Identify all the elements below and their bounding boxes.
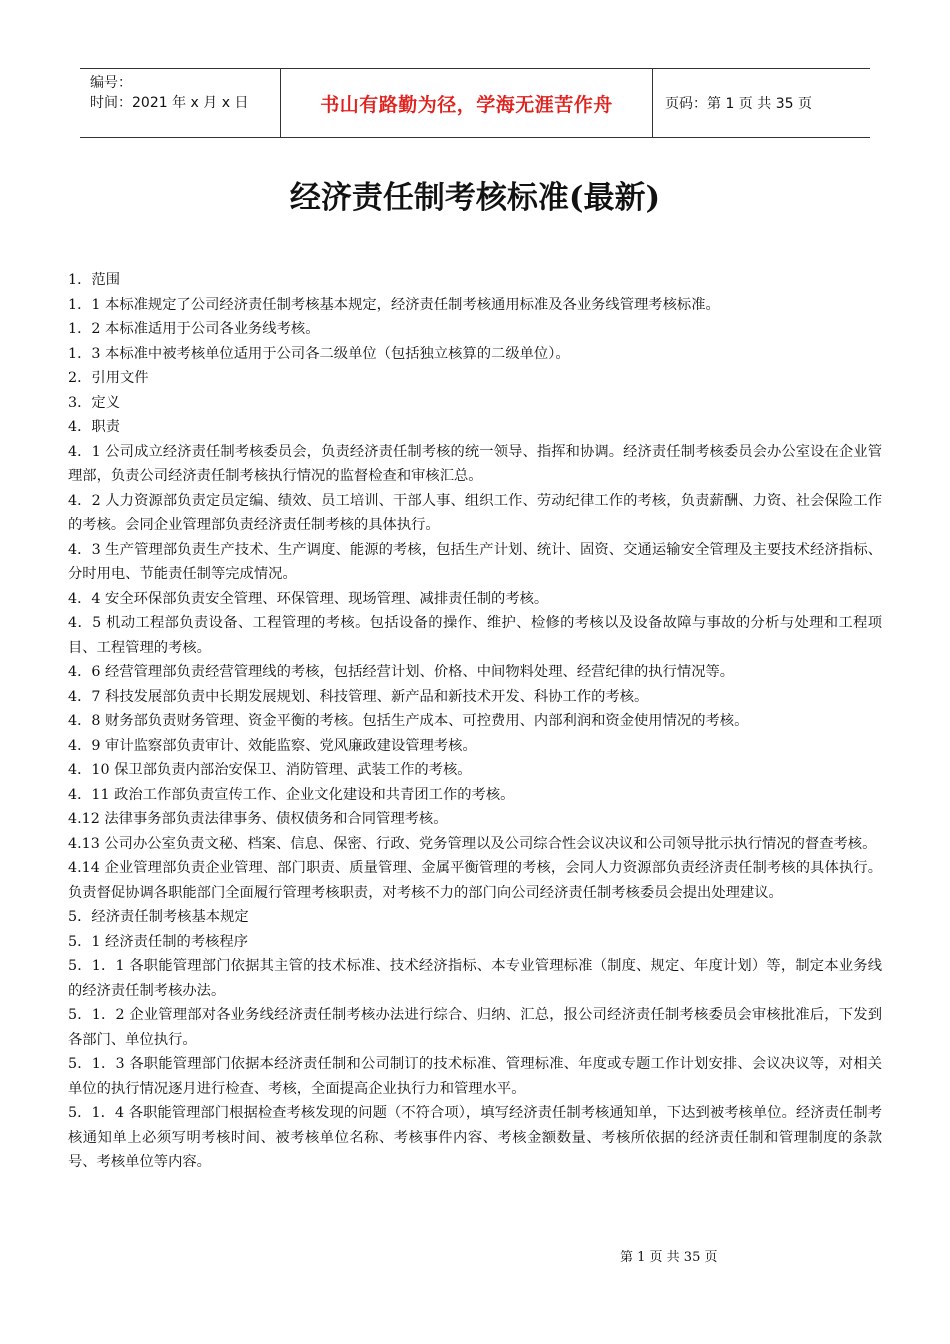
- number-label: 编号：: [90, 75, 132, 91]
- paragraph: 5．1 经济责任制的考核程序: [68, 933, 249, 950]
- document-title: 经济责任制考核标准(最新): [289, 180, 661, 216]
- page-info-text: 页码：第 1 页 共 35 页: [665, 96, 812, 112]
- paragraph: 4．9 审计监察部负责审计、效能监察、党风廉政建设管理考核。: [68, 737, 477, 754]
- paragraph: 4．6 经营管理部负责经营管理线的考核，包括经营计划、价格、中间物料处理、经营纪律的执行情况等。: [68, 664, 735, 680]
- paragraph: 2．引用文件: [68, 370, 149, 386]
- paragraph: 4．7 科技发展部负责中长期发展规划、科技管理、新产品和新技术开发、科协工作的考核。: [68, 688, 649, 705]
- header-meta: [80, 69, 280, 137]
- paragraph: 4．2 人力资源部负责定员定编、绩效、员工培训、干部人事、组织工作、劳动纪律工作的考核，负责薪酬、力资、社会保险工作的考核。会同企业管理部负责经济责任制考核的具体执行。: [68, 492, 882, 533]
- paragraph: 1．范围: [68, 272, 120, 288]
- date-label: 时间：2021 年 x 月 x 日: [90, 95, 249, 111]
- paragraph: 4．10 保卫部负责内部治安保卫、消防管理、武装工作的考核。: [68, 762, 472, 778]
- paragraph: 1．3 本标准中被考核单位适用于公司各二级单位（包括独立核算的二级单位）。: [68, 345, 570, 362]
- paragraph: 4．3 生产管理部负责生产技术、生产调度、能源的考核，包括生产计划、统计、固资、交通运输安全管理及主要技术经济指标、分时用电、节能责任制等完成情况。: [68, 541, 882, 582]
- motto-text: 书山有路勤为径，学海无涯苦作舟: [320, 93, 613, 116]
- paragraph: 3．定义: [68, 394, 120, 411]
- paragraph: 5．经济责任制考核基本规定: [68, 909, 249, 925]
- paragraph: 4．5 机动工程部负责设备、工程管理的考核。包括设备的操作、维护、检修的考核以及设备故障与事故的分析与处理和工程项目、工程管理的考核。: [68, 615, 882, 656]
- header-page-info: [653, 69, 870, 137]
- paragraph: 5．1．3 各职能管理部门依据本经济责任制和公司制订的技术标准、管理标准、年度或专题工作计划安排、会议决议等，对相关单位的执行情况逐月进行检查、考核，全面提高企业执行力和管理水平。: [68, 1056, 882, 1097]
- header-motto-cell: [280, 69, 653, 137]
- paragraph: 5．1．2 企业管理部对各业务线经济责任制考核办法进行综合、归纳、汇总，报公司经济责任制考核委员会审核批准后，下发到各部门、单位执行。: [68, 1007, 882, 1048]
- paragraph: 5．1．4 各职能管理部门根据检查考核发现的问题（不符合项），填写经济责任制考核通知单，下达到被考核单位。经济责任制考核通知单上必须写明考核时间、被考核单位名称、考核事件内容、考核金额数量、考核所依据的经济责任制和管理制度的条款号、考核单位等内容。: [68, 1105, 882, 1170]
- paragraph: 4．11 政治工作部负责宣传工作、企业文化建设和共青团工作的考核。: [68, 786, 515, 803]
- document-body: [68, 268, 882, 1175]
- paragraph: 4．职责: [68, 419, 120, 435]
- paragraph: 4．4 安全环保部负责安全管理、环保管理、现场管理、减排责任制的考核。: [68, 590, 549, 607]
- header-table: [80, 68, 870, 138]
- paragraph: 4．1 公司成立经济责任制考核委员会，负责经济责任制考核的统一领导、指挥和协调。经济责任制考核委员会办公室设在企业管理部，负责公司经济责任制考核执行情况的监督检查和审核汇总。: [68, 443, 882, 484]
- paragraph: 4.13 公司办公室负责文秘、档案、信息、保密、行政、党务管理以及公司综合性会议决议和公司领导批示执行情况的督查考核。: [68, 835, 877, 852]
- paragraph: 4.12 法律事务部负责法律事务、债权债务和合同管理考核。: [68, 811, 448, 827]
- paragraph: 1．1 本标准规定了公司经济责任制考核基本规定，经济责任制考核通用标准及各业务线管理考核标准。: [68, 296, 720, 313]
- paragraph: 1．2 本标准适用于公司各业务线考核。: [68, 321, 320, 337]
- paragraph: 4.14 企业管理部负责企业管理、部门职责、质量管理、金属平衡管理的考核，会同人力资源部负责经济责任制考核的具体执行。负责督促协调各职能部门全面履行管理考核职责，对考核不力的部门向公司经济责任制考核委员会提出处理建议。: [68, 860, 882, 901]
- page-footer: 第 1 页 共 35 页: [620, 1250, 718, 1265]
- paragraph: 4．8 财务部负责财务管理、资金平衡的考核。包括生产成本、可控费用、内部利润和资金使用情况的考核。: [68, 713, 749, 729]
- paragraph: 5．1．1 各职能管理部门依据其主管的技术标准、技术经济指标、本专业管理标准（制度、规定、年度计划）等，制定本业务线的经济责任制考核办法。: [68, 958, 882, 999]
